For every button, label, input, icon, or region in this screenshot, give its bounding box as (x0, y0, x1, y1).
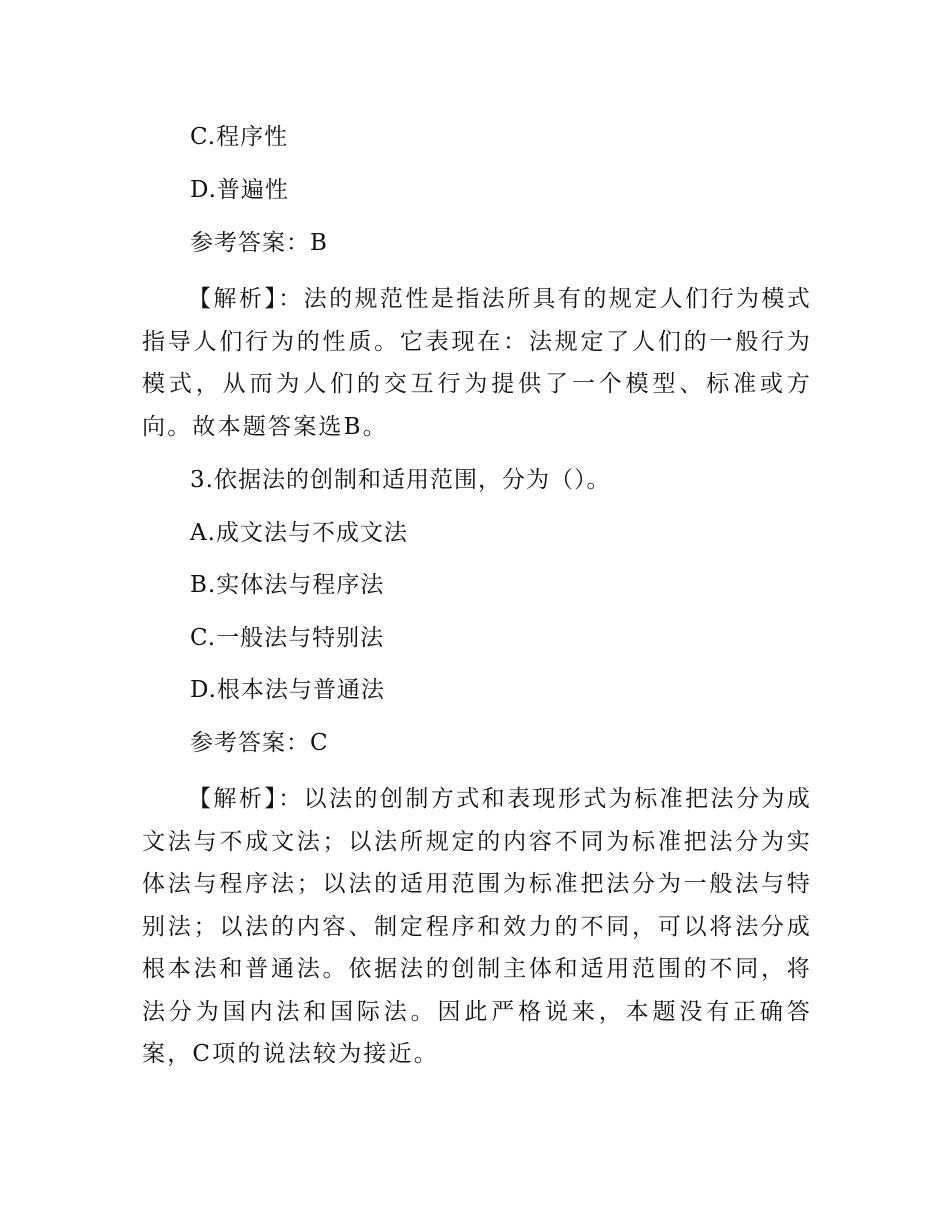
q3-option-a: A.成文法与不成文法 (190, 520, 408, 546)
q3-answer: 参考答案：C (190, 730, 329, 756)
q2-answer: 参考答案：B (190, 230, 328, 256)
q3-question: 3.依据法的创制和适用范围，分为（）。 (190, 467, 611, 493)
q2-option-d: D.普遍性 (190, 177, 289, 203)
q2-option-c: C.程序性 (190, 124, 289, 150)
q3-option-c: C.一般法与特别法 (190, 625, 385, 651)
q3-analysis: 【解析】：以法的创制方式和表现形式为标准把法分为成文法与不成文法；以法所规定的内容不同为标准把法分为实体法与程序法；以法的适用范围为标准把法分为一般法与特别法；以法的内容、制定程序和效力的不同，可以将法分成根本法和普通法。依据法的创制主体和适用范围的不同，将法分为国内法和国际法。因此严格说来，本题没有正确答案，C项的说法较为接近。 (142, 786, 812, 1067)
q3-option-d: D.根本法与普通法 (190, 677, 385, 703)
q2-analysis: 【解析】：法的规范性是指法所具有的规定人们行为模式指导人们行为的性质。它表现在：法规定了人们的一般行为模式，从而为人们的交互行为提供了一个模型、标准或方向。故本题答案选B。 (142, 286, 812, 440)
q3-option-b: B.实体法与程序法 (190, 572, 385, 598)
